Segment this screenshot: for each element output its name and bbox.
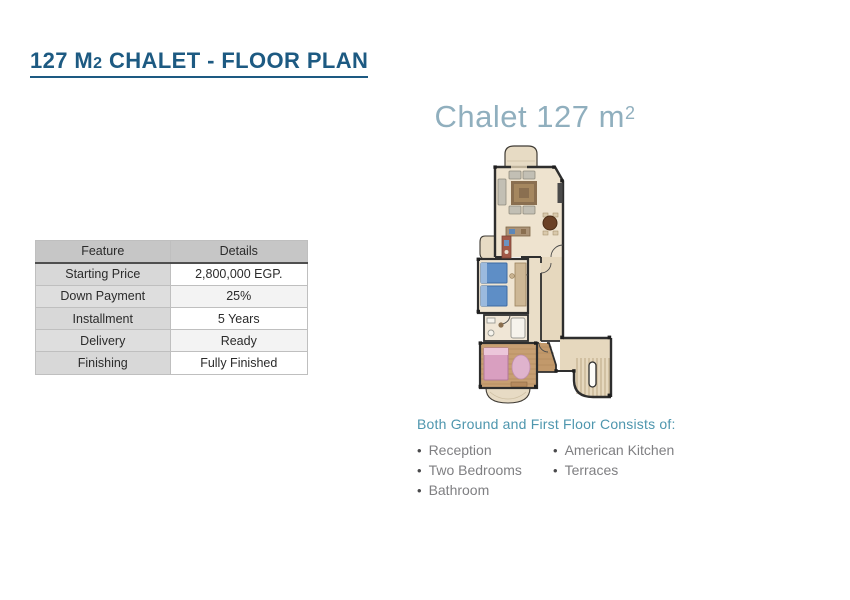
feature-label: Terraces	[564, 462, 619, 478]
feature-list-left	[417, 442, 522, 502]
floor-plan-image	[453, 139, 653, 419]
table-row	[36, 330, 308, 352]
feature-cell: Delivery	[36, 330, 171, 352]
page-title-suffix: CHALET - FLOOR PLAN	[102, 48, 369, 73]
table-row	[36, 352, 308, 374]
feature-label: Bathroom	[428, 482, 490, 498]
list-item	[553, 442, 674, 462]
feature-label: Reception	[428, 442, 492, 458]
stairs-railing	[589, 362, 596, 387]
terrace-strip	[541, 257, 563, 341]
details-cell: 2,800,000 EGP.	[170, 263, 307, 285]
feature-cell: Installment	[36, 307, 171, 329]
tv-unit	[558, 183, 563, 203]
details-cell: Ready	[170, 330, 307, 352]
bullet-icon: •	[417, 463, 422, 478]
bullet-icon: •	[417, 443, 422, 458]
feature-label: Two Bedrooms	[428, 462, 522, 478]
table-header-row	[36, 241, 308, 263]
details-cell: 5 Years	[170, 307, 307, 329]
top-terrace	[505, 146, 537, 167]
table-row	[36, 263, 308, 285]
list-item	[417, 442, 522, 462]
page-title-sup: 2	[93, 55, 103, 72]
details-cell: Fully Finished	[170, 352, 307, 374]
side-balcony	[480, 236, 496, 259]
table-row	[36, 307, 308, 329]
feature-header: Feature	[36, 241, 171, 263]
details-cell: 25%	[170, 285, 307, 307]
page-title-prefix: 127 M	[30, 48, 94, 73]
feature-label: American Kitchen	[564, 442, 675, 458]
list-item	[417, 462, 522, 482]
list-item	[553, 462, 674, 482]
plan-heading-sup: 2	[624, 103, 636, 123]
details-header: Details	[170, 241, 307, 263]
feature-cell: Finishing	[36, 352, 171, 374]
plan-caption: Both Ground and First Floor Consists of:	[417, 416, 676, 432]
feature-cell: Down Payment	[36, 285, 171, 307]
bullet-icon: •	[553, 443, 558, 458]
bottom-balcony	[486, 388, 530, 403]
plan-heading-text: Chalet 127 m	[434, 99, 625, 134]
bullet-icon: •	[553, 463, 558, 478]
feature-cell: Starting Price	[36, 263, 171, 285]
terrace-lower	[560, 338, 611, 371]
table-row	[36, 285, 308, 307]
bullet-icon: •	[417, 483, 422, 498]
hallway	[528, 257, 541, 343]
page-title	[30, 48, 368, 78]
feature-list-right	[553, 442, 674, 482]
plan-heading	[410, 99, 660, 135]
list-item	[417, 482, 522, 502]
spec-table	[35, 240, 308, 375]
